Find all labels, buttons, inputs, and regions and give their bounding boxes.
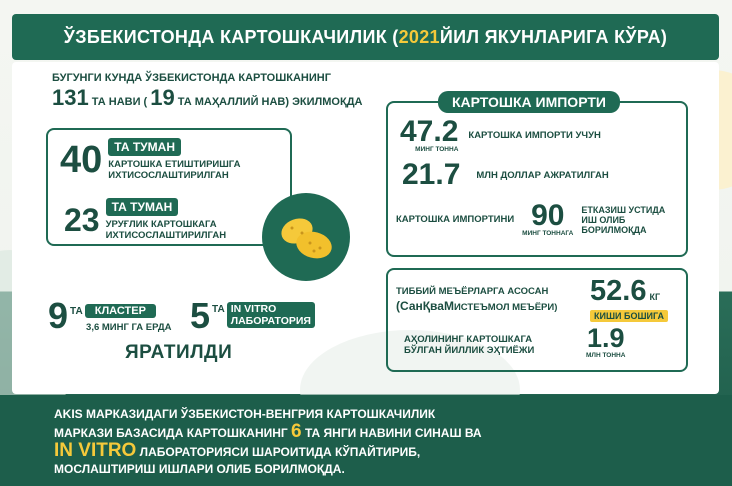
potato-icon	[262, 193, 350, 281]
cluster-block: 9 ТА КЛАСТЕР 3,6 МИНГ ГА ЕРДА	[48, 295, 172, 336]
local-variety-count: 19	[150, 85, 175, 110]
annual-need: АҲОЛИНИНГ КАРТОШКАГА БЎЛГАН ЙИЛЛИК ЭҲТИЁЖИ	[404, 334, 535, 356]
import-row-3: КАРТОШКА ИМПОРТИНИ 90 МИНГ ТОННАГА ЕТКАЗИШ УСТИДА ИШ ОЛИБ БОРИЛМОҚДА	[396, 199, 666, 237]
per-capita-pill: КИШИ БОШИГА	[590, 310, 668, 322]
created-label: ЯРАТИЛДИ	[125, 342, 233, 363]
intro-line: БУГУНГИ КУНДА ЎЗБЕКИСТОНДА КАРТОШКАНИНГ	[52, 72, 331, 84]
intro-block: БУГУНГИ КУНДА ЎЗБЕКИСТОНДА КАРТОШКАНИНГ 131 ТА НАВИ ( 19 ТА МАҲАЛЛИЙ НАВ) ЭКИЛМОҚДА	[52, 72, 363, 110]
annual-need-value: 1.9 МЛН ТОННА	[586, 323, 626, 359]
import-row-2: 21.7 МЛН ДОЛЛАР АЖРАТИЛГАН	[402, 158, 609, 191]
import-row-1: 47.2 МИНГ ТОННА КАРТОШКА ИМПОРТИ УЧУН	[400, 115, 601, 153]
footer-text: AKIS МАРКАЗИДАГИ ЎЗБЕКИСТОН-ВЕНГРИЯ КАРТОШКАЧИЛИК МАРКАЗИ БАЗАСИДА КАРТОШКАНИНГ 6 ТА ЯНГИ НАВИНИ СИНАШ ВА IN VITRO ЛАБОРАТОРИЯСИ ШАРОИТИДА КЎПАЙТИРИБ, МОСЛАШТИРИШ ИШЛАРИ ОЛИБ БОРИЛМОҚДА.	[54, 407, 482, 476]
import-header: КАРТОШКА ИМПОРТИ	[438, 91, 620, 113]
lab-block: 5 ТА IN VITRO ЛАБОРАТОРИЯ	[190, 298, 315, 334]
page-title: ЎЗБЕКИСТОНДА КАРТОШКАЧИЛИК ( 2021 ЙИЛ ЯКУНЛАРИГА КЎРА)	[12, 14, 719, 60]
title-year: 2021	[398, 26, 440, 47]
per-capita-value: 52.6 КГ КИШИ БОШИГА	[590, 276, 668, 324]
district-pill: ТА ТУМАН	[106, 198, 179, 216]
district-row-2: 23 ТА ТУМАН УРУҒЛИК КАРТОШКАГА ИХТИСОСЛАШТИРИЛГАН	[64, 200, 227, 241]
district-pill: ТА ТУМАН	[108, 138, 181, 156]
consumption-norm: ТИББИЙ МЕЪЁРЛАРГА АСОСАН ( СанҚваМ ИСТЕЪМОЛ МЕЪЁРИ)	[396, 286, 558, 313]
district-row-1: 40 ТА ТУМАН КАРТОШКА ЕТИШТИРИШГА ИХТИСОСЛАШТИРИЛГАН	[60, 138, 241, 181]
lab-pill: IN VITRO ЛАБОРАТОРИЯ	[227, 302, 315, 328]
cluster-pill: КЛАСТЕР	[85, 304, 156, 318]
lab-count: 5	[190, 295, 211, 336]
variety-count: 131	[52, 85, 89, 110]
cluster-count: 9	[48, 295, 69, 336]
